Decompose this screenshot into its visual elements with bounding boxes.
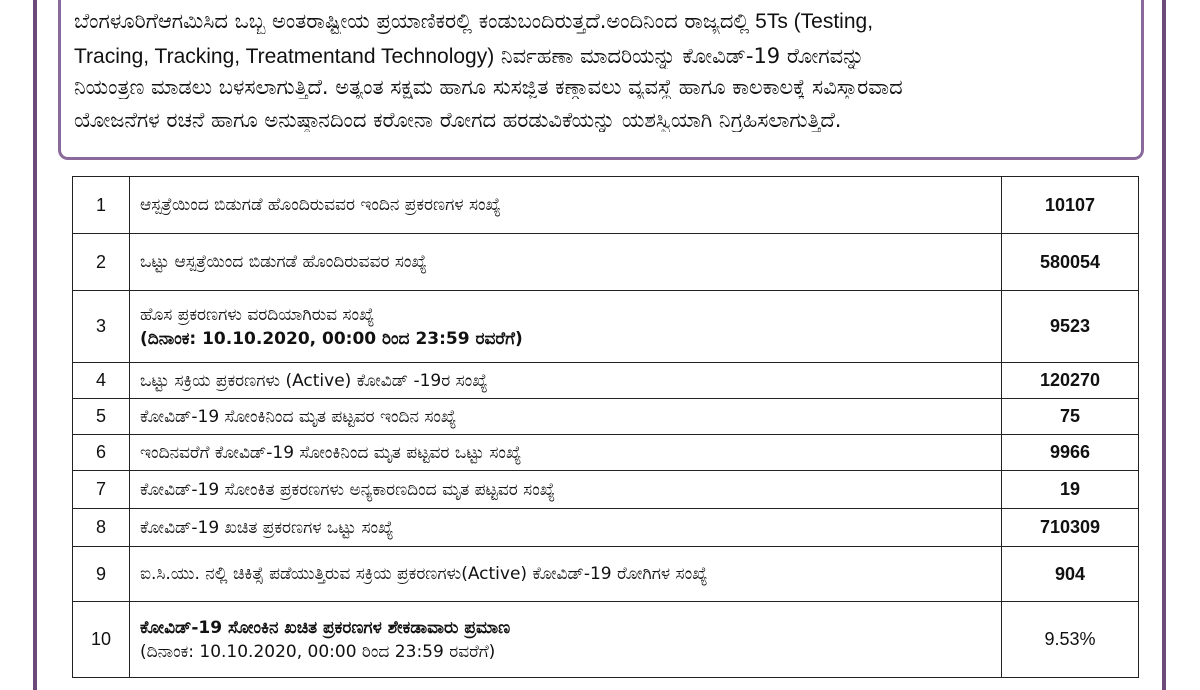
row-value: 120270 (1002, 363, 1139, 399)
row-description (130, 547, 1002, 602)
covid-stats-table (72, 176, 1139, 678)
row-number: 7 (73, 471, 130, 509)
row-description (130, 399, 1002, 435)
row-value: 9.53% (1002, 602, 1139, 678)
row-description (130, 234, 1002, 291)
row-number: 9 (73, 547, 130, 602)
row-value: 19 (1002, 471, 1139, 509)
row-number: 2 (73, 234, 130, 291)
row-description-text: ಹೊಸ ಪ್ರಕರಣಗಳು ವರದಿಯಾಗಿರುವ ಸಂಖ್ಯೆ (140, 304, 375, 325)
row-value: 710309 (1002, 509, 1139, 547)
row-value: 580054 (1002, 234, 1139, 291)
row-value: 10107 (1002, 177, 1139, 234)
row-description (130, 291, 1002, 363)
row-description (130, 602, 1002, 678)
row-number: 4 (73, 363, 130, 399)
intro-line-1-latin: 5Ts (Testing, (749, 10, 874, 33)
row-description-text: ಕೋವಿಡ್-19 ಖಚಿತ ಪ್ರಕರಣಗಳ ಒಟ್ಟು ಸಂಖ್ಯೆ (140, 517, 394, 538)
intro-line-2-latin: Tracing, Tracking, Treatmentand Technology) (74, 45, 495, 68)
row-number: 1 (73, 177, 130, 234)
row-description (130, 363, 1002, 399)
row-description-text: ಒಟ್ಟು ಆಸ್ಪತ್ರೆಯಿಂದ ಬಿಡುಗಡೆ ಹೊಂದಿರುವವರ ಸಂಖ್ಯೆ (140, 252, 427, 272)
intro-line-3: ನಿಯಂತ್ರಣ ಮಾಡಲು ಬಳಸಲಾಗುತ್ತಿದೆ. ಅತ್ಯಂತ ಸಕ್ಷಮ ಹಾಗೂ ಸುಸಜ್ಜಿತ ಕಣ್ಗಾವಲು ವ್ಯವಸ್ಥೆ ಹಾಗೂ ಕಾಲಕಾಲಕ್ಕೆ ಸವಿಸ್ತಾರವಾದ (74, 75, 903, 99)
row-date-range: (ದಿನಾಂಕ: 10.10.2020, 00:00 ರಿಂದ 23:59 ರವರೆಗೆ) (140, 328, 523, 349)
table-row (73, 435, 1139, 471)
row-value: 904 (1002, 547, 1139, 602)
row-description (130, 177, 1002, 234)
row-date-range: (ದಿನಾಂಕ: 10.10.2020, 00:00 ರಿಂದ 23:59 ರವರೆಗೆ) (140, 641, 496, 662)
row-description-text: ಕೋವಿಡ್-19 ಸೋಂಕಿನ ಖಚಿತ ಪ್ರಕರಣಗಳ ಶೇಕಡಾವಾರು ಪ್ರಮಾಣ (140, 617, 511, 638)
table-row (73, 471, 1139, 509)
table-row (73, 399, 1139, 435)
table-row (73, 177, 1139, 234)
table-row (73, 602, 1139, 678)
table-row (73, 234, 1139, 291)
row-description-text: ಕೋವಿಡ್-19 ಸೋಂಕಿತ ಪ್ರಕರಣಗಳು ಅನ್ಯಕಾರಣದಿಂದ ಮೃತ ಪಟ್ಟವರ ಸಂಖ್ಯೆ (140, 479, 556, 500)
row-value: 9966 (1002, 435, 1139, 471)
row-number: 6 (73, 435, 130, 471)
intro-line-2 (74, 44, 1131, 69)
table-row (73, 547, 1139, 602)
intro-line-2-text: ನಿರ್ವಹಣಾ ಮಾದರಿಯನ್ನು ಕೋವಿಡ್-19 ರೋಗವನ್ನು (494, 44, 865, 68)
row-value: 9523 (1002, 291, 1139, 363)
row-number: 10 (73, 602, 130, 678)
intro-line-4: ಯೋಜನೆಗಳ ರಚನೆ ಹಾಗೂ ಅನುಷ್ಠಾನದಿಂದ ಕರೋನಾ ರೋಗದ ಹರಡುವಿಕೆಯನ್ನು ಯಶಸ್ವಿಯಾಗಿ ನಿಗ್ರಹಿಸಲಾಗುತ್ತಿದೆ. (74, 108, 842, 132)
row-number: 8 (73, 509, 130, 547)
row-description-text: ಆಸ್ಪತ್ರೆಯಿಂದ ಬಿಡುಗಡೆ ಹೊಂದಿರುವವರ ಇಂದಿನ ಪ್ರಕರಣಗಳ ಸಂಖ್ಯೆ (140, 195, 501, 215)
intro-paragraph-box (58, 0, 1144, 160)
row-number: 3 (73, 291, 130, 363)
row-description (130, 509, 1002, 547)
row-description (130, 471, 1002, 509)
table-row (73, 363, 1139, 399)
row-value: 75 (1002, 399, 1139, 435)
table-row (73, 509, 1139, 547)
row-description (130, 435, 1002, 471)
intro-line-1-text: ಬೆಂಗಳೂರಿಗೆಆಗಮಿಸಿದ ಒಬ್ಬ ಅಂತರಾಷ್ಟ್ರೀಯ ಪ್ರಯಾಣಿಕರಲ್ಲಿ ಕಂಡುಬಂದಿರುತ್ತದೆ.ಅಂದಿನಿಂದ ರಾಜ್ಯದಲ್ಲಿ (74, 9, 750, 33)
intro-line-1 (74, 9, 1131, 34)
row-description-text: ಒಟ್ಟು ಸಕ್ರಿಯ ಪ್ರಕರಣಗಳು (Active) ಕೋವಿಡ್ -19ರ ಸಂಖ್ಯೆ (140, 370, 488, 391)
row-number: 5 (73, 399, 130, 435)
table-row (73, 291, 1139, 363)
row-description-text: ಇಂದಿನವರೆಗೆ ಕೋವಿಡ್-19 ಸೋಂಕಿನಿಂದ ಮೃತ ಪಟ್ಟವರ ಒಟ್ಟು ಸಂಖ್ಯೆ (140, 442, 522, 463)
row-description-text: ಕೋವಿಡ್-19 ಸೋಂಕಿನಿಂದ ಮೃತ ಪಟ್ಟವರ ಇಂದಿನ ಸಂಖ್ಯೆ (140, 406, 457, 427)
row-description-text: ಐ.ಸಿ.ಯು. ನಲ್ಲಿ ಚಿಕಿತ್ಸೆ ಪಡೆಯುತ್ತಿರುವ ಸಕ್ರಿಯ ಪ್ರಕರಣಗಳು(Active) ಕೋವಿಡ್-19 ರೋಗಿಗಳ ಸಂಖ್ಯೆ (140, 564, 708, 584)
